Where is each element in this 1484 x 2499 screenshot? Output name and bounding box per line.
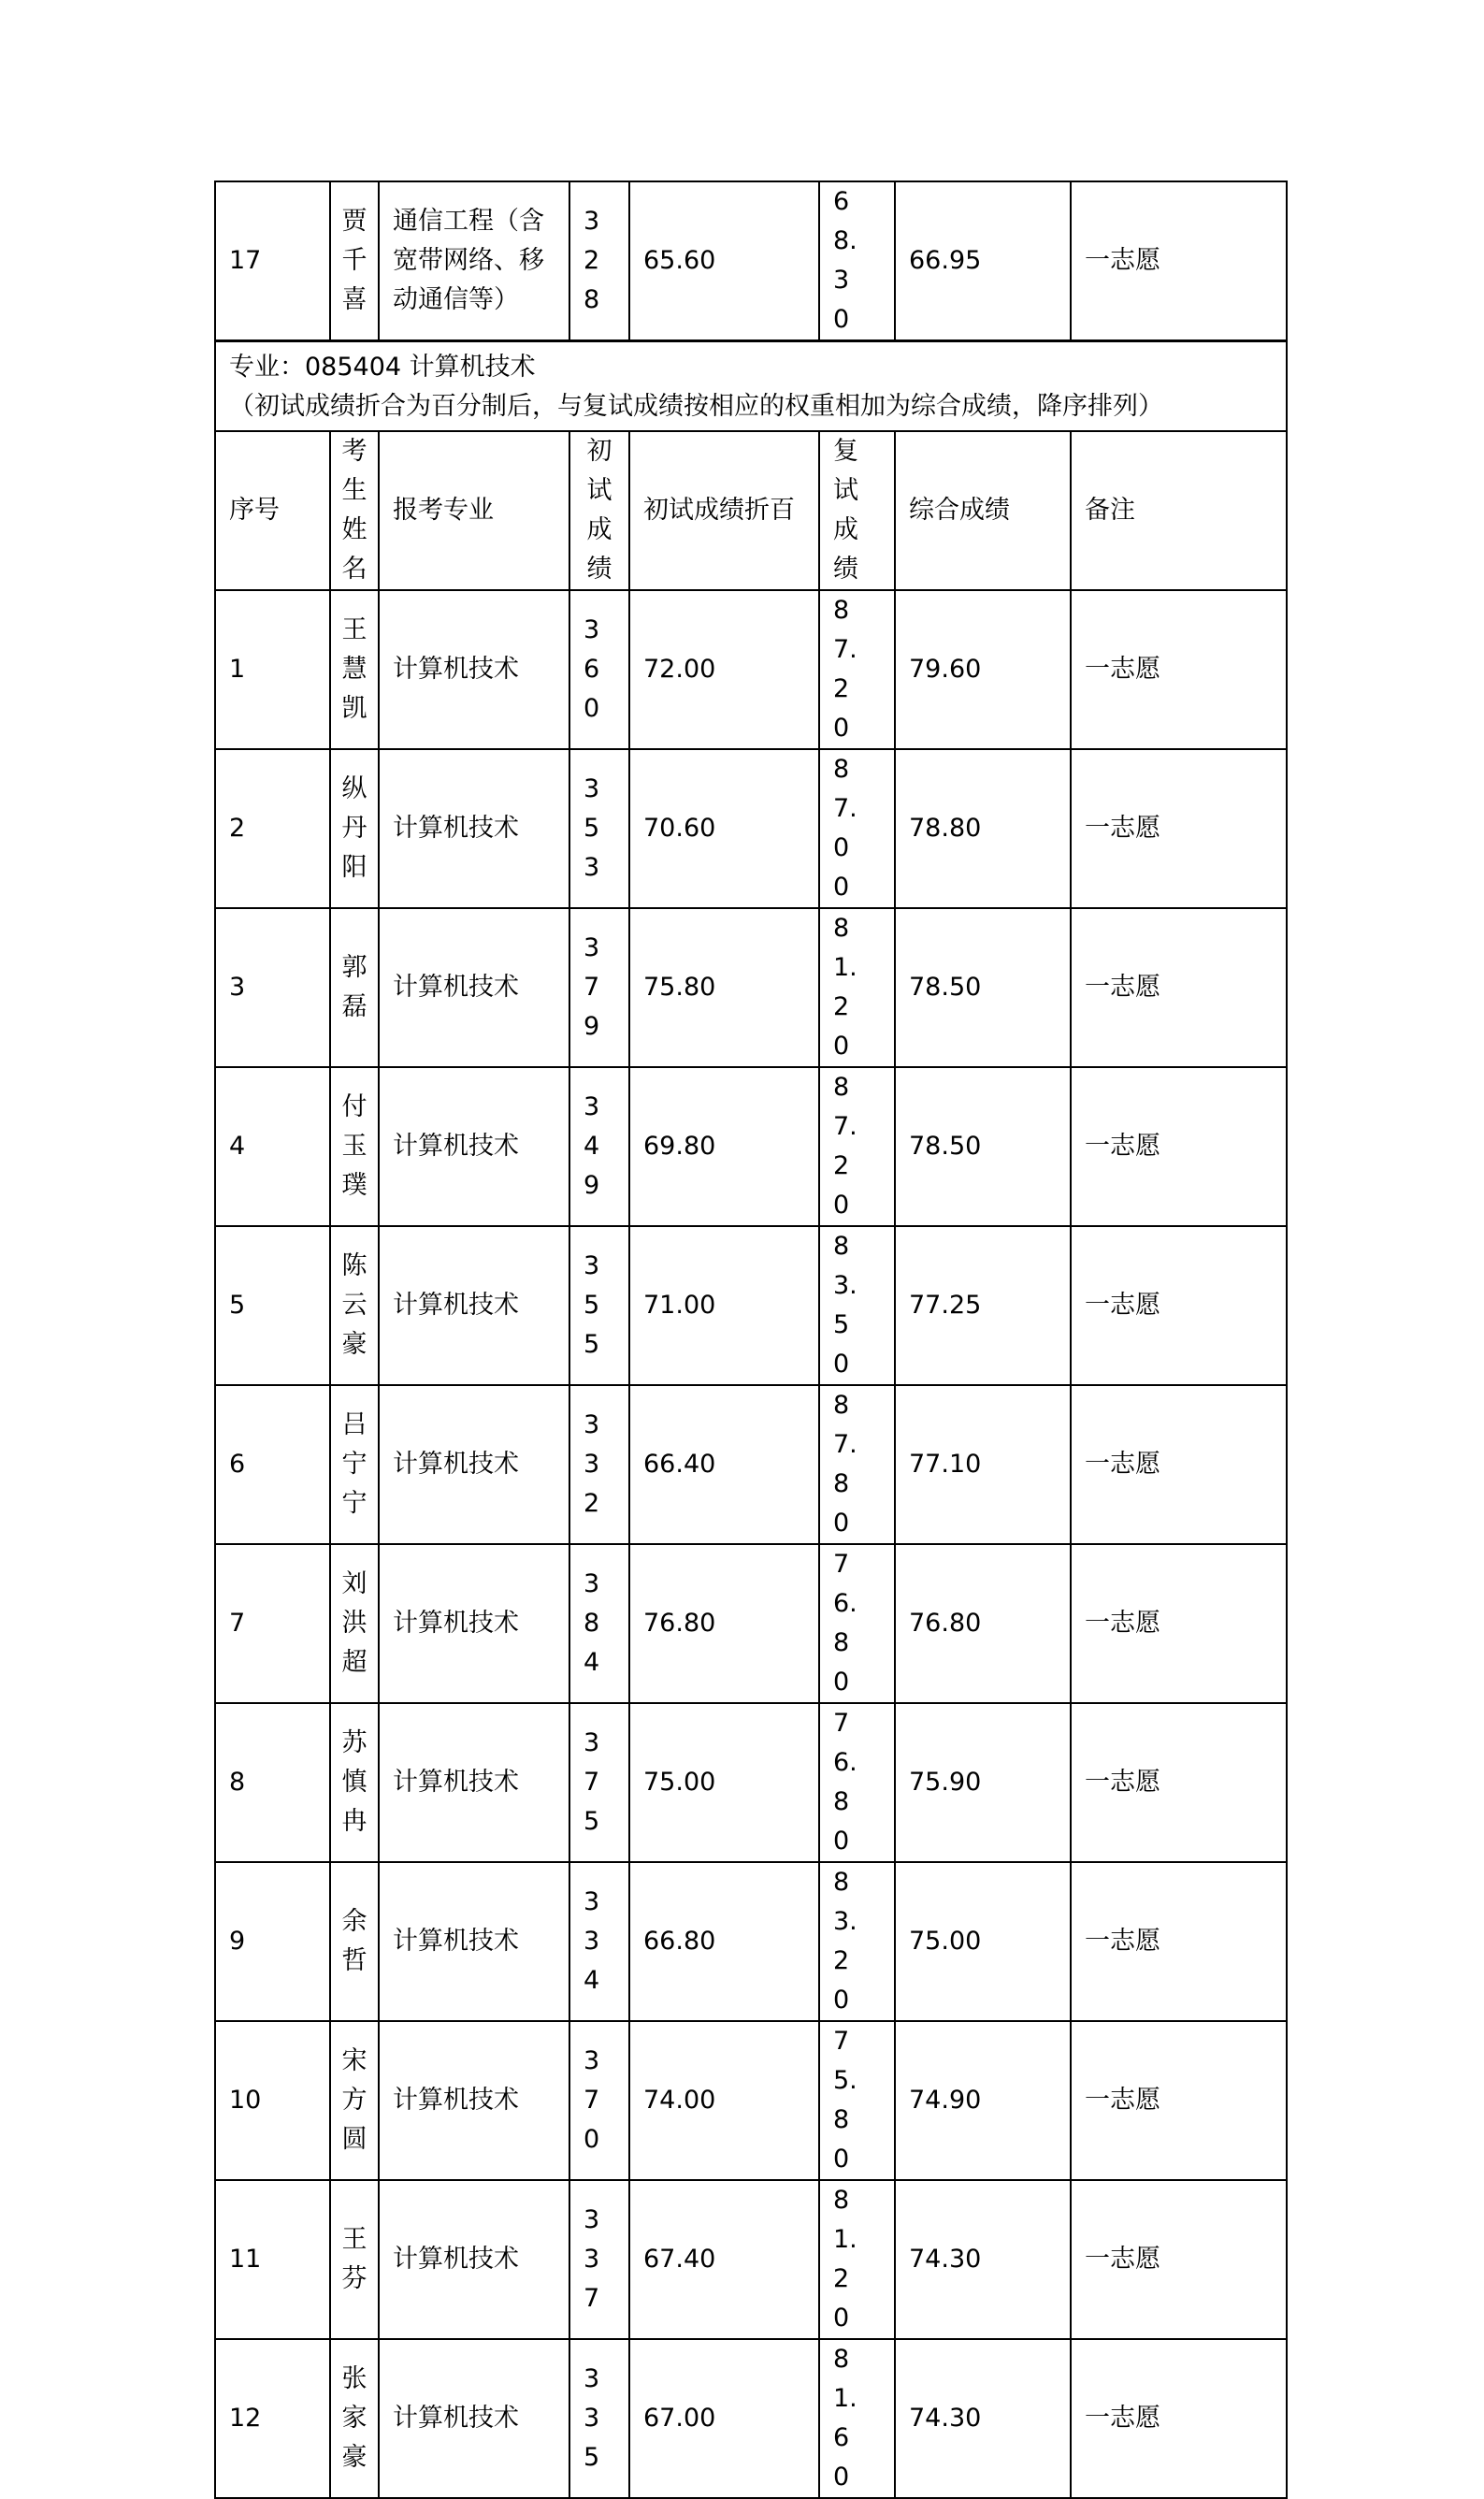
cell-total: 79.60 (895, 590, 1071, 749)
cell-total: 74.90 (895, 2021, 1071, 2180)
table-row (215, 1703, 1287, 1862)
cell-no: 3 (215, 908, 330, 1067)
cell-initial-pct: 74.00 (629, 2021, 819, 2180)
cell-initial: 334 (569, 1862, 629, 2021)
cell-name: 余哲 (330, 1862, 379, 2021)
cell-total: 76.80 (895, 1544, 1071, 1703)
previous-table (214, 181, 1288, 341)
cell-retest: 68.30 (819, 181, 895, 340)
cell-total: 66.95 (895, 181, 1071, 340)
cell-initial-pct: 75.00 (629, 1703, 819, 1862)
cell-total: 77.10 (895, 1385, 1071, 1544)
table-row (215, 2339, 1287, 2498)
cell-name: 吕宁宁 (330, 1385, 379, 1544)
cell-name: 苏慎冉 (330, 1703, 379, 1862)
cell-initial: 355 (569, 1226, 629, 1385)
header-total: 综合成绩 (895, 431, 1071, 590)
cell-major: 计算机技术 (379, 1067, 569, 1226)
cell-remark: 一志愿 (1071, 2180, 1287, 2339)
table-row (215, 181, 1287, 340)
cell-major: 计算机技术 (379, 1226, 569, 1385)
cell-major: 计算机技术 (379, 908, 569, 1067)
cell-retest: 87.20 (819, 1067, 895, 1226)
cell-initial-pct: 66.40 (629, 1385, 819, 1544)
table-row (215, 1067, 1287, 1226)
cell-name: 王芬 (330, 2180, 379, 2339)
cell-major: 计算机技术 (379, 1862, 569, 2021)
cell-remark: 一志愿 (1071, 1544, 1287, 1703)
cell-major: 计算机技术 (379, 590, 569, 749)
cell-total: 78.80 (895, 749, 1071, 908)
cell-retest: 83.20 (819, 1862, 895, 2021)
cell-remark: 一志愿 (1071, 181, 1287, 340)
computer-technology-table (214, 340, 1288, 2499)
cell-initial: 360 (569, 590, 629, 749)
section-header-row (215, 341, 1287, 431)
cell-name: 付玉璞 (330, 1067, 379, 1226)
header-remark: 备注 (1071, 431, 1287, 590)
cell-remark: 一志愿 (1071, 1385, 1287, 1544)
cell-total: 75.00 (895, 1862, 1071, 2021)
cell-major: 计算机技术 (379, 2021, 569, 2180)
cell-major: 计算机技术 (379, 1544, 569, 1703)
cell-total: 74.30 (895, 2180, 1071, 2339)
cell-no: 7 (215, 1544, 330, 1703)
cell-initial-pct: 76.80 (629, 1544, 819, 1703)
cell-initial-pct: 66.80 (629, 1862, 819, 2021)
cell-initial: 328 (569, 181, 629, 340)
cell-initial: 349 (569, 1067, 629, 1226)
cell-initial: 370 (569, 2021, 629, 2180)
cell-major: 计算机技术 (379, 2180, 569, 2339)
header-initial: 初试成绩 (569, 431, 629, 590)
cell-retest: 87.00 (819, 749, 895, 908)
header-major: 报考专业 (379, 431, 569, 590)
cell-name: 陈云豪 (330, 1226, 379, 1385)
cell-no: 2 (215, 749, 330, 908)
section-header (215, 341, 1287, 431)
cell-initial-pct: 69.80 (629, 1067, 819, 1226)
cell-no: 6 (215, 1385, 330, 1544)
cell-initial: 379 (569, 908, 629, 1067)
cell-retest: 76.80 (819, 1544, 895, 1703)
table-row (215, 749, 1287, 908)
cell-name: 宋方圆 (330, 2021, 379, 2180)
cell-no: 12 (215, 2339, 330, 2498)
table-row (215, 590, 1287, 749)
cell-retest: 76.80 (819, 1703, 895, 1862)
cell-major: 计算机技术 (379, 1703, 569, 1862)
cell-retest: 75.80 (819, 2021, 895, 2180)
cell-major: 通信工程（含宽带网络、移动通信等） (379, 181, 569, 340)
cell-no: 11 (215, 2180, 330, 2339)
cell-remark: 一志愿 (1071, 1703, 1287, 1862)
column-header-row (215, 431, 1287, 590)
cell-initial: 384 (569, 1544, 629, 1703)
cell-total: 75.90 (895, 1703, 1071, 1862)
table-row (215, 908, 1287, 1067)
cell-no: 17 (215, 181, 330, 340)
cell-initial-pct: 67.40 (629, 2180, 819, 2339)
cell-initial: 353 (569, 749, 629, 908)
cell-name: 张家豪 (330, 2339, 379, 2498)
cell-no: 5 (215, 1226, 330, 1385)
cell-name: 郭磊 (330, 908, 379, 1067)
header-name: 考生姓名 (330, 431, 379, 590)
cell-remark: 一志愿 (1071, 749, 1287, 908)
cell-remark: 一志愿 (1071, 1862, 1287, 2021)
cell-major: 计算机技术 (379, 1385, 569, 1544)
cell-no: 9 (215, 1862, 330, 2021)
cell-initial: 335 (569, 2339, 629, 2498)
cell-initial-pct: 75.80 (629, 908, 819, 1067)
cell-initial-pct: 71.00 (629, 1226, 819, 1385)
cell-retest: 81.60 (819, 2339, 895, 2498)
cell-remark: 一志愿 (1071, 1067, 1287, 1226)
cell-initial-pct: 70.60 (629, 749, 819, 908)
cell-retest: 87.20 (819, 590, 895, 749)
cell-name: 刘洪超 (330, 1544, 379, 1703)
cell-name: 王慧凯 (330, 590, 379, 749)
cell-major: 计算机技术 (379, 2339, 569, 2498)
cell-remark: 一志愿 (1071, 590, 1287, 749)
table-row (215, 2180, 1287, 2339)
table-row (215, 1862, 1287, 2021)
section-note: （初试成绩折合为百分制后，与复试成绩按相应的权重相加为综合成绩，降序排列） (229, 392, 1163, 421)
cell-major: 计算机技术 (379, 749, 569, 908)
cell-remark: 一志愿 (1071, 2339, 1287, 2498)
section-title: 专业：085404 计算机技术 (229, 353, 536, 382)
cell-initial-pct: 72.00 (629, 590, 819, 749)
cell-no: 1 (215, 590, 330, 749)
cell-remark: 一志愿 (1071, 1226, 1287, 1385)
cell-remark: 一志愿 (1071, 2021, 1287, 2180)
header-retest: 复试成绩 (819, 431, 895, 590)
cell-remark: 一志愿 (1071, 908, 1287, 1067)
cell-retest: 87.80 (819, 1385, 895, 1544)
cell-total: 74.30 (895, 2339, 1071, 2498)
cell-initial-pct: 65.60 (629, 181, 819, 340)
table-row (215, 1544, 1287, 1703)
cell-initial: 332 (569, 1385, 629, 1544)
cell-total: 78.50 (895, 908, 1071, 1067)
cell-initial: 375 (569, 1703, 629, 1862)
cell-total: 77.25 (895, 1226, 1071, 1385)
table-row (215, 2021, 1287, 2180)
cell-retest: 81.20 (819, 908, 895, 1067)
cell-initial-pct: 67.00 (629, 2339, 819, 2498)
cell-no: 8 (215, 1703, 330, 1862)
cell-name: 纵丹阳 (330, 749, 379, 908)
cell-no: 4 (215, 1067, 330, 1226)
header-no: 序号 (215, 431, 330, 590)
cell-total: 78.50 (895, 1067, 1071, 1226)
cell-no: 10 (215, 2021, 330, 2180)
cell-retest: 81.20 (819, 2180, 895, 2339)
table-row (215, 1385, 1287, 1544)
cell-name: 贾千喜 (330, 181, 379, 340)
cell-initial: 337 (569, 2180, 629, 2339)
header-initial-pct: 初试成绩折百 (629, 431, 819, 590)
table-row (215, 1226, 1287, 1385)
cell-retest: 83.50 (819, 1226, 895, 1385)
